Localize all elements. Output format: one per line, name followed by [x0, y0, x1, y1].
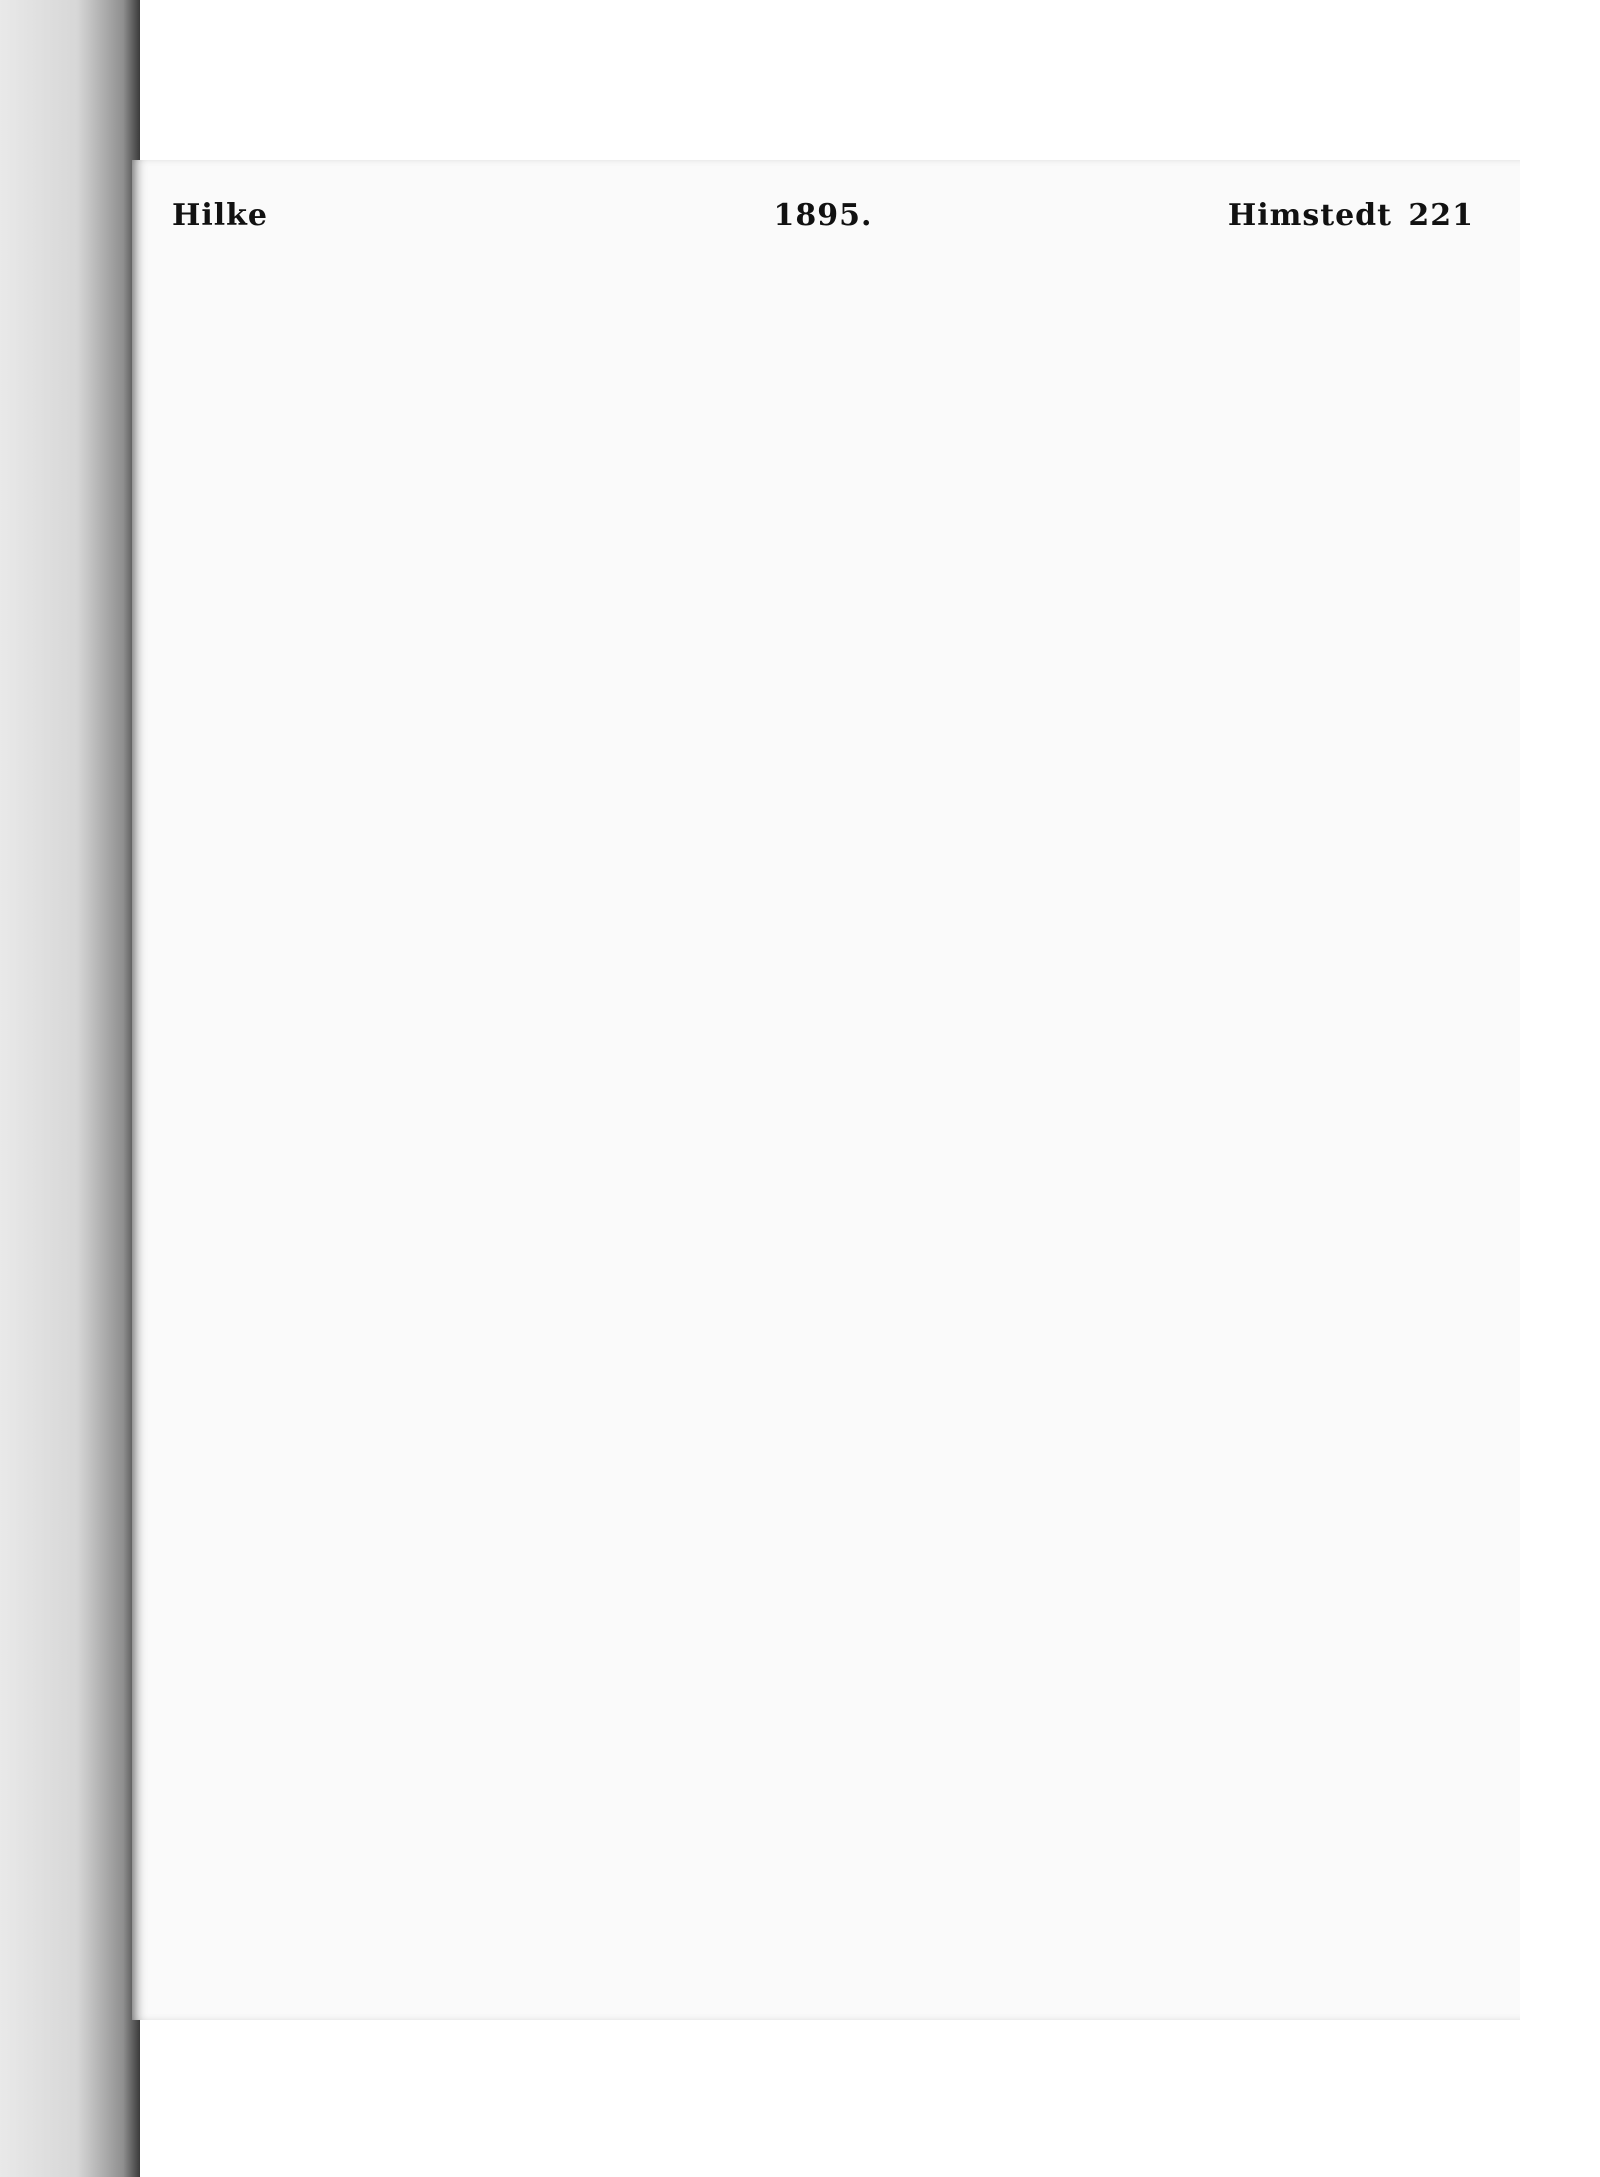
left-page-edge: [0, 0, 140, 2177]
header-year: 1895.: [773, 198, 873, 233]
header-left-keyword: Hilke: [172, 198, 269, 233]
page-header: [172, 198, 1474, 242]
directory-page: [132, 160, 1520, 2020]
directory-entries-area: [166, 256, 1478, 1980]
header-right-keyword: Himstedt: [1227, 198, 1392, 233]
page-number: 221: [1408, 198, 1474, 233]
